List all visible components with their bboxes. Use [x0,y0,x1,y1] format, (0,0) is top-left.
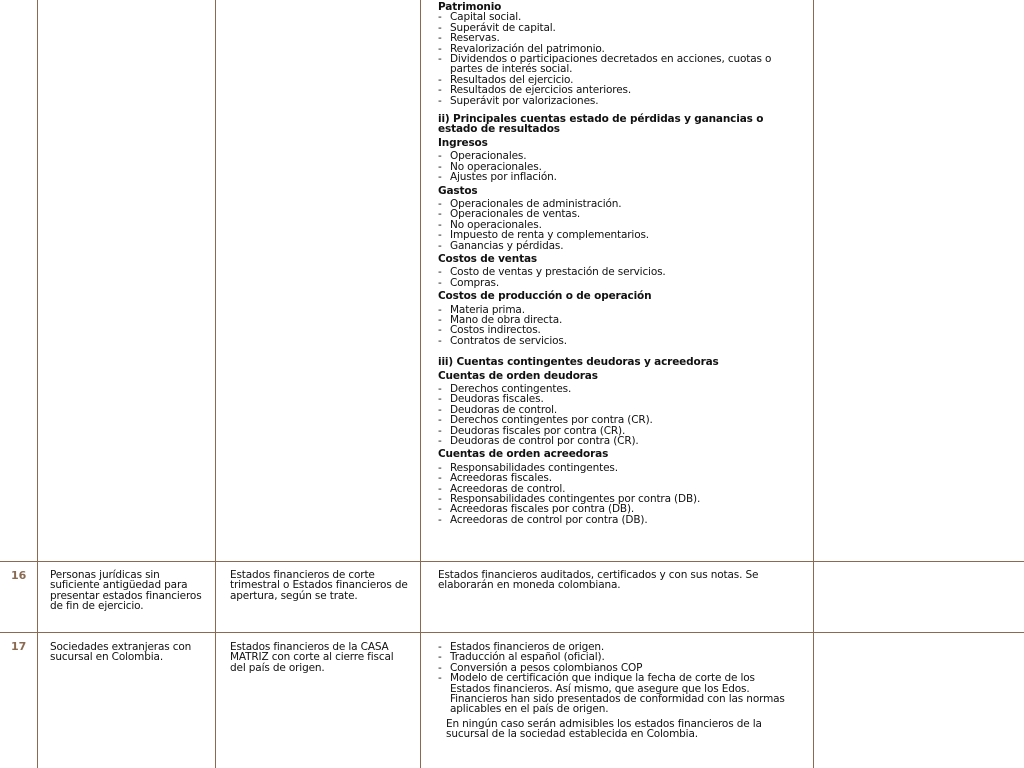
list-item-text: Responsabilidades contingentes. [450,461,618,474]
list-item [438,96,778,106]
row17-statement-text: Estados financieros de la CASA MATRIZ con corte al cierre fiscal del país de origen. [230,641,394,674]
list-item-text: Responsabilidades contingentes por contra (DB). [450,493,701,506]
dash-marker: - [438,393,442,406]
dash-marker: - [438,84,442,97]
group-list [438,463,778,525]
row16-entity-text: Personas jurídicas sin suficiente antigüedad para presentar estados financieros de fin de ejercicio. [50,569,202,613]
group-list [438,267,778,288]
list-item [438,54,778,75]
dash-marker: - [438,641,442,653]
list-item [438,278,778,288]
row17-requirements [438,642,788,740]
section-iii-groups [438,371,778,529]
list-item-text: Capital social. [450,11,522,24]
list-item-text: Deudoras fiscales. [450,393,544,406]
column-divider-3 [420,0,421,768]
list-item-text: Operacionales de ventas. [450,208,581,221]
dash-marker: - [438,160,442,173]
list-item [438,336,778,346]
list-item-text: Compras. [450,276,500,289]
group-heading: Ingresos [438,136,488,149]
group-heading: Costos de ventas [438,252,537,265]
list-item-text: No operacionales. [450,160,542,173]
section-ii-groups [438,138,778,349]
dash-marker: - [438,661,442,674]
list-item-text: Ajustes por inflación. [450,171,557,184]
row17-statement [230,642,410,673]
list-item-text: Ganancias y pérdidas. [450,239,564,252]
list-item-text: Impuesto de renta y complementarios. [450,229,649,242]
dash-marker: - [438,11,442,24]
dash-marker: - [438,21,442,34]
dash-marker: - [438,266,442,279]
row17-entity-text: Sociedades extranjeras con sucursal en Colombia. [50,641,192,664]
dash-marker: - [438,303,442,316]
group-heading: Cuentas de orden deudoras [438,369,598,382]
list-item-text: Acreedoras de control. [450,482,566,495]
list-item [438,436,778,446]
list-item-text: Resultados del ejercicio. [450,73,574,86]
list-item-text: Acreedoras fiscales. [450,472,552,485]
dash-marker: - [438,424,442,437]
dash-marker: - [438,324,442,337]
accounts-list-cell [438,2,778,528]
group-list [438,305,778,347]
dash-marker: - [438,461,442,474]
dash-marker: - [438,94,442,107]
row-divider-16 [0,561,1024,562]
group-heading: Costos de producción o de operación [438,290,652,303]
section-ii-title: ii) Principales cuentas estado de pérdidas y ganancias o estado de resultados [438,113,764,136]
dash-marker: - [438,513,442,526]
list-item-text: Costos indirectos. [450,324,541,337]
list-item-text: Costo de ventas y prestación de servicios. [450,266,666,279]
group-list [438,199,778,251]
list-item-text: Traducción al español (oficial). [450,651,605,664]
dash-marker: - [438,403,442,416]
row17-note: En ningún caso serán admisibles los estados financieros de la sucursal de la sociedad establecida en Colombia. [446,717,762,741]
row16-statement-text: Estados financieros de corte trimestral o Estados financieros de apertura, según se trate. [230,569,408,602]
row16-entity [50,570,210,612]
section-iii-title: iii) Cuentas contingentes deudoras y acreedoras [438,356,719,369]
group-list [438,384,778,446]
dash-marker: - [438,414,442,427]
dash-marker: - [438,334,442,347]
dash-marker: - [438,472,442,485]
list-item-text: Mano de obra directa. [450,313,563,326]
list-item-text: Deudoras de control por contra (CR). [450,435,639,448]
group-heading: Cuentas de orden acreedoras [438,448,609,461]
list-item-text: Operacionales. [450,150,527,163]
row17-requirements-list [438,642,788,715]
dash-marker: - [438,435,442,448]
list-item-text: Revalorización del patrimonio. [450,42,605,55]
dash-marker: - [438,651,442,664]
dash-marker: - [438,313,442,326]
patrimonio-heading: Patrimonio [438,1,502,13]
row-divider-17 [0,632,1024,633]
list-item-text: Superávit por valorizaciones. [450,94,599,107]
list-item-text: No operacionales. [450,218,542,231]
row16-statement [230,570,410,601]
list-item [438,230,778,240]
list-item-text: Derechos contingentes. [450,383,572,395]
column-divider-4 [813,0,814,768]
dash-marker: - [438,42,442,55]
list-item-text: Derechos contingentes por contra (CR). [450,414,653,427]
list-item-text: Acreedoras fiscales por contra (DB). [450,503,635,516]
dash-marker: - [438,150,442,163]
dash-marker: - [438,239,442,252]
list-item [438,515,778,525]
dash-marker: - [438,53,442,66]
list-item-text: Conversión a pesos colombianos COP [450,661,643,674]
column-divider-2 [215,0,216,768]
group-list [438,151,778,182]
dash-marker: - [438,32,442,45]
row17-entity [50,642,210,663]
row16-requirements [438,570,788,591]
list-item [438,241,778,251]
list-item-text: Materia prima. [450,303,525,316]
dash-marker: - [438,208,442,221]
list-item-text: Dividendos o participaciones decretados en acciones, cuotas o partes de interés social. [450,53,772,76]
dash-marker: - [438,218,442,231]
list-item-text: Contratos de servicios. [450,334,567,347]
dash-marker: - [438,276,442,289]
dash-marker: - [438,672,442,685]
list-item-text: Modelo de certificación que indique la fecha de corte de los Estados financieros. Así mismo, que asegure que los Edos. Financieros han sido presentados de conformidad con las normas aplicables en el país de origen. [450,672,785,716]
dash-marker: - [438,503,442,516]
group-heading: Gastos [438,184,478,197]
list-item [438,172,778,182]
list-item-text: Superávit de capital. [450,21,556,34]
dash-marker: - [438,493,442,506]
dash-marker: - [438,171,442,184]
dash-marker: - [438,482,442,495]
row-number-16: 16 [11,569,27,582]
list-item-text: Deudoras fiscales por contra (CR). [450,424,626,437]
list-item [438,673,788,715]
list-item-text: Reservas. [450,32,500,45]
row16-requirements-text: Estados financieros auditados, certificados y con sus notas. Se elaborarán en moneda colombiana. [438,569,759,592]
dash-marker: - [438,197,442,210]
list-item-text: Deudoras de control. [450,403,558,416]
dash-marker: - [438,383,442,395]
list-item-text: Estados financieros de origen. [450,641,605,653]
list-item-text: Operacionales de administración. [450,197,622,210]
list-item-text: Acreedoras de control por contra (DB). [450,513,648,526]
column-divider-1 [37,0,38,768]
row-number-17: 17 [11,640,27,653]
dash-marker: - [438,229,442,242]
patrimonio-list [438,12,778,106]
dash-marker: - [438,73,442,86]
list-item-text: Resultados de ejercicios anteriores. [450,84,632,97]
